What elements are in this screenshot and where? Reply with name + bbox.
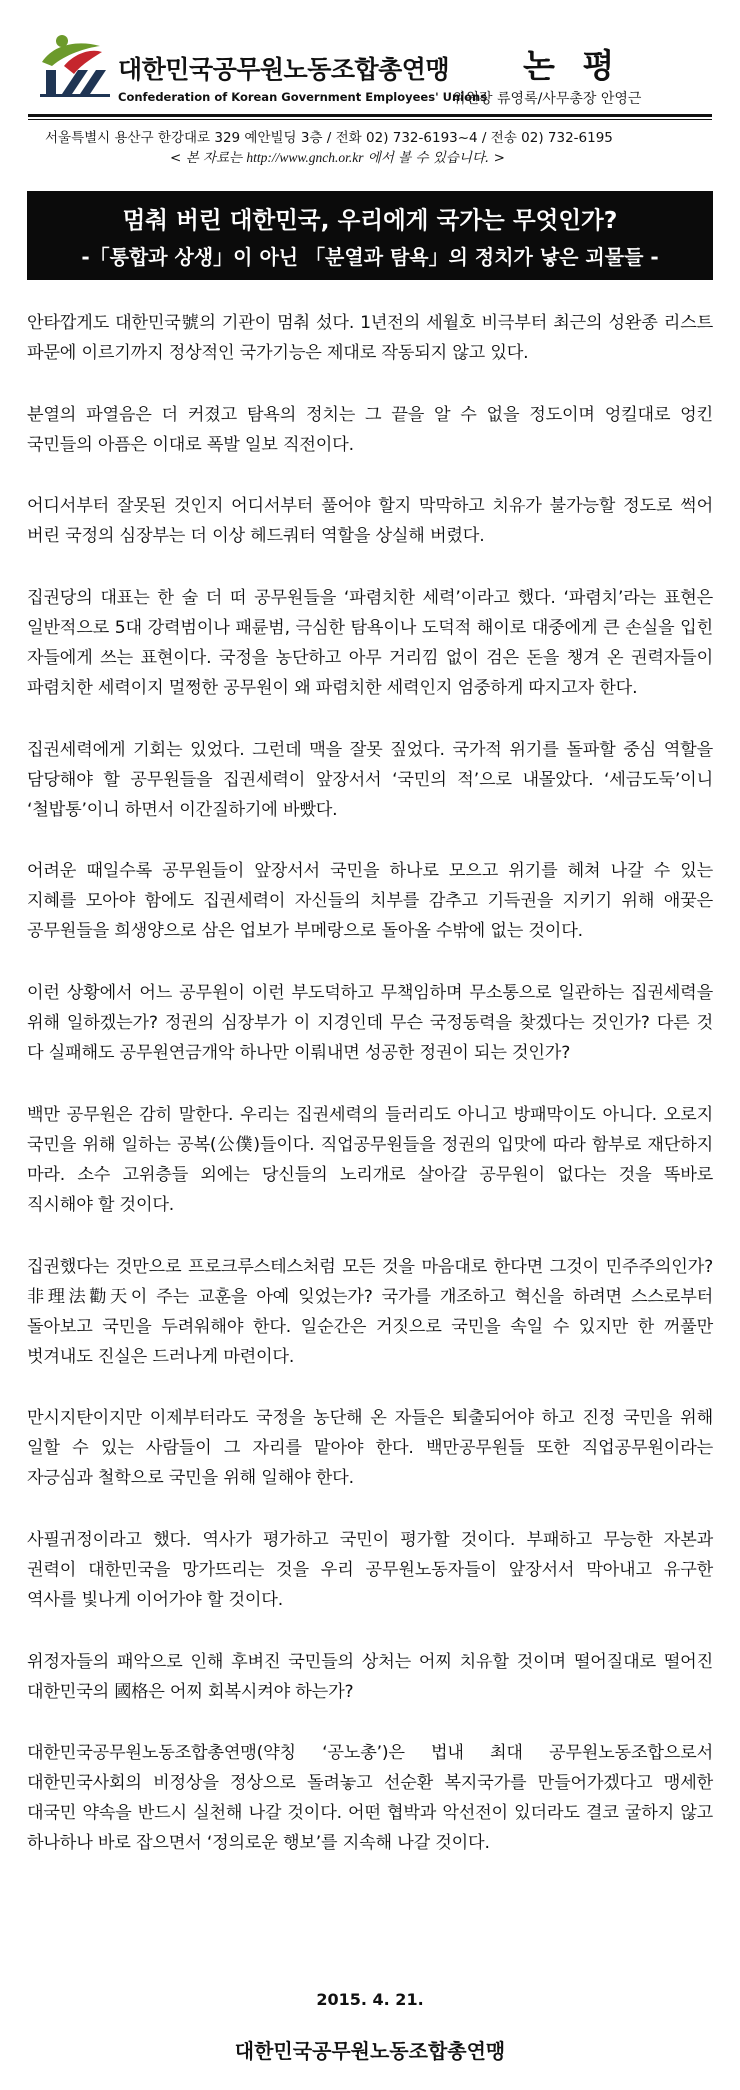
paragraph-7: 이런 상황에서 어느 공무원이 이런 부도덕하고 무책임하며 무소통으로 일관하는 집권세력을 위해 일하겠는가? 정권의 심장부가 이 지경인데 무슨 국정동력을 찾겠다는 것인가? 다른 것 다 실패해도 공무원연금개악 하나만 이뤄내면 성공한 정권이 되는 것인가? xyxy=(27,983,713,1064)
web-note-suffix: 에서 볼 수 있습니다. > xyxy=(363,150,505,166)
paragraph-9: 집권했다는 것만으로 프로크루스테스처럼 모든 것을 마음대로 한다면 그것이 민주주의인가? 非理法勸天이 주는 교훈을 아예 잊었는가? 국가를 개조하고 혁신을 하려면 스스로부터 돌아보고 국민을 두려워해야 한다. 일순간은 거짓으로 국민을 속일 수 있지만 한 꺼풀만 벗겨내도 진실은 드러나게 마련이다. xyxy=(27,1256,713,1367)
header-rule-thick xyxy=(28,114,712,117)
paragraph-3: 어디서부터 잘못된 것인지 어디서부터 풀어야 할지 막막하고 치유가 불가능할 정도로 썩어 버린 국정의 심장부는 더 이상 헤드쿼터 역할을 상실해 버렸다. xyxy=(27,496,713,547)
paragraph-8: 백만 공무원은 감히 말한다. 우리는 집권세력의 들러리도 아니고 방패막이도 아니다. 오로지 국민을 위해 일하는 공복(公僕)들이다. 직업공무원들을 정권의 입맛에 따라 함부로 재단하지 마라. 소수 고위층들 외에는 당신들의 노리개로 살아갈 공무원이 없다는 것을 똑바로 직시해야 할 것이다. xyxy=(27,1104,713,1215)
article-body xyxy=(27,308,713,1890)
web-note-prefix: < 본 자료는 xyxy=(170,150,247,166)
header-rule-thin xyxy=(28,119,712,120)
paragraph-5: 집권세력에게 기회는 있었다. 그런데 맥을 잘못 짚었다. 국가적 위기를 돌파할 중심 역할을 담당해야 할 공무원들을 집권세력이 앞장서서 ‘국민의 적’으로 내몰았다. ‘세금도둑’이니 ‘철밥통’이니 하면서 이간질하기에 바빴다. xyxy=(27,739,713,820)
document-type: 논 평 xyxy=(523,46,623,85)
paragraph-10: 만시지탄이지만 이제부터라도 국정을 농단해 온 자들은 퇴출되어야 하고 진정 국민을 위해 일할 수 있는 사람들이 그 자리를 맡아야 한다. 백만공무원들 또한 직업공무원이라는 자긍심과 철학으로 국민을 위해 일해야 한다. xyxy=(27,1408,713,1489)
main-title: 멈춰 버린 대한민국, 우리에게 국가는 무엇인가? xyxy=(122,206,618,234)
union-logo xyxy=(34,32,114,98)
paragraph-12: 위정자들의 패악으로 인해 후벼진 국민들의 상처는 어찌 치유할 것이며 떨어질대로 떨어진 대한민국의 國格은 어찌 회복시켜야 하는가? xyxy=(27,1651,713,1702)
title-banner xyxy=(27,191,713,280)
paragraph-11: 사필귀정이라고 했다. 역사가 평가하고 국민이 평가할 것이다. 부패하고 무능한 자본과 권력이 대한민국을 망가뜨리는 것을 우리 공무원노동자들이 앞장서서 막아내고 유구한 역사를 빛나게 이어가야 할 것이다. xyxy=(27,1529,713,1610)
web-note xyxy=(170,146,505,166)
website-link[interactable]: http://www.gnch.or.kr xyxy=(246,150,364,165)
paragraph-13: 대한민국공무원노동조합총연맹(약칭 ‘공노총’)은 법내 최대 공무원노동조합으로서 대한민국사회의 비정상을 정상으로 돌려놓고 선순환 복지국가를 만들어가겠다고 맹세한 대국민 약속을 반드시 실천해 나갈 것이다. 어떤 협박과 악선전이 있더라도 결코 굴하지 않고 하나하나 바로 잡으면서 ‘정의로운 행보’를 지속해 나갈 것이다. xyxy=(27,1743,713,1854)
org-name-korean: 대한민국공무원노동조합총연맹 xyxy=(118,55,450,84)
release-date: 2015. 4. 21. xyxy=(316,1990,424,2009)
paragraph-6: 어려운 때일수록 공무원들이 앞장서서 국민을 하나로 모으고 위기를 헤쳐 나갈 수 있는 지혜를 모아야 함에도 집권세력이 자신들의 치부를 감추고 기득권을 지키기 위해 애꿎은 공무원들을 희생양으로 삼은 업보가 부메랑으로 돌아올 수밖에 없는 것이다. xyxy=(27,861,713,942)
authors-line: 위원장 류영록/사무총장 안영근 xyxy=(452,91,642,107)
sub-title: -「통합과 상생」이 아닌 「분열과 탐욕」의 정치가 낳은 괴물들 - xyxy=(81,245,659,269)
org-name-english: Confederation of Korean Government Employees' Unions xyxy=(118,90,488,104)
paragraph-2: 분열의 파열음은 더 커졌고 탐욕의 정치는 그 끝을 알 수 없을 정도이며 엉킬대로 엉킨 국민들의 아픔은 이대로 폭발 일보 직전이다. xyxy=(27,404,713,455)
paragraph-4: 집권당의 대표는 한 술 더 떠 공무원들을 ‘파렴치한 세력’이라고 했다. ‘파렴치’라는 표현은 일반적으로 5대 강력범이나 패륜범, 극심한 탐욕이나 도덕적 해이로 대중에게 큰 손실을 입힌 자들에게 쓰는 표현이다. 국정을 농단하고 아무 거리낌 없이 검은 돈을 챙겨 온 권력자들이 파렴치한 세력이지 멀쩡한 공무원이 왜 파렴치한 세력인지 엄중하게 따지고자 한다. xyxy=(27,588,713,699)
paragraph-1: 안타깝게도 대한민국號의 기관이 멈춰 섰다. 1년전의 세월호 비극부터 최근의 성완종 리스트 파문에 이르기까지 정상적인 국가기능은 제대로 작동되지 않고 있다. xyxy=(27,313,713,363)
footer-org-name: 대한민국공무원노동조합총연맹 xyxy=(234,2039,506,2063)
union-logo-icon xyxy=(34,32,114,98)
contact-address: 서울특별시 용산구 한강대로 329 예안빌딩 3층 / 전화 02) 732-6193~4 / 전송 02) 732-6195 xyxy=(45,130,613,146)
